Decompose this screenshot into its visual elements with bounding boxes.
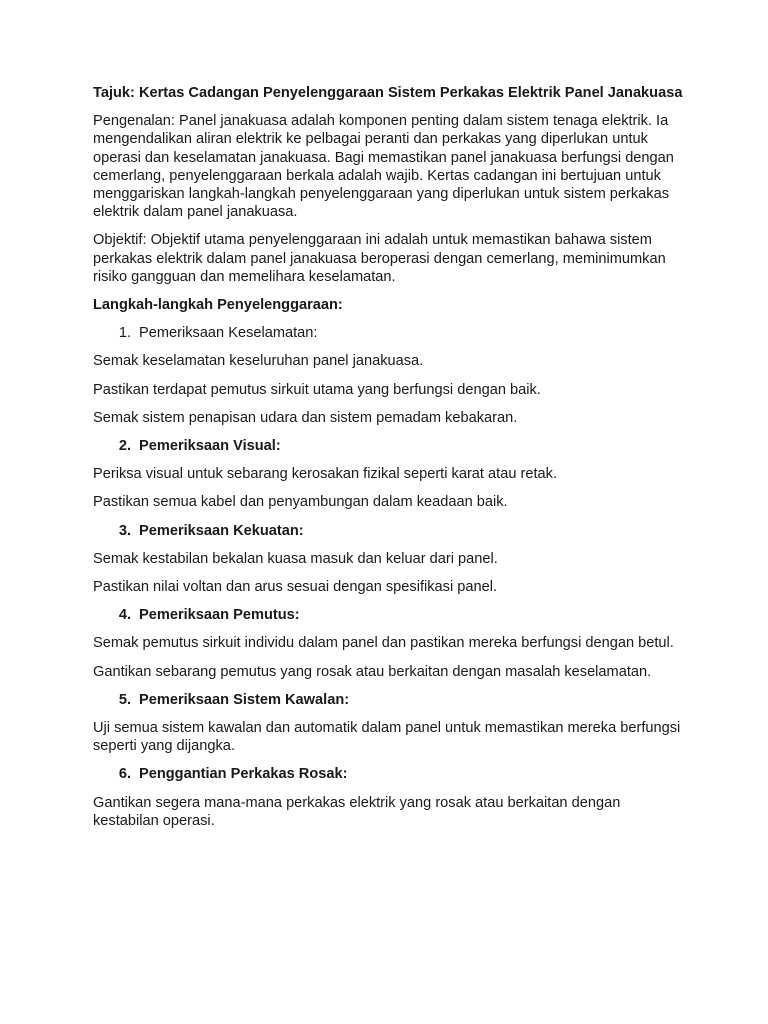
step-5-item-1: Uji semua sistem kawalan dan automatik dalam panel untuk memastikan mereka berfungsi seperti yang dijangka. (93, 720, 681, 755)
step-2-item-1: Periksa visual untuk sebarang kerosakan fizikal seperti karat atau retak. (93, 466, 557, 483)
step-1-item-3: Semak sistem penapisan udara dan sistem pemadam kebakaran. (93, 409, 518, 426)
step-5-title: Pemeriksaan Sistem Kawalan: (139, 691, 350, 708)
step-2-title: Pemeriksaan Visual: (139, 438, 281, 455)
step-4-item-1: Semak pemutus sirkuit individu dalam panel dan pastikan mereka berfungsi dengan betul. (93, 635, 674, 652)
objective-paragraph: Objektif: Objektif utama penyelenggaraan ini adalah untuk memastikan bahawa sistem perkakas elektrik dalam panel janakuasa beroperasi dengan cemerlang, meminimumkan risiko gangguan dan memelihara keselamatan. (93, 232, 666, 285)
step-4-item-2: Gantikan sebarang pemutus yang rosak atau berkaitan dengan masalah keselamatan. (93, 663, 652, 680)
step-1-item-2: Pastikan terdapat pemutus sirkuit utama yang berfungsi dengan baik. (93, 381, 541, 398)
step-1-item-1: Semak keselamatan keseluruhan panel janakuasa. (93, 353, 424, 370)
step-4-number: 4. (118, 607, 131, 624)
step-2-item-2: Pastikan semua kabel dan penyambungan dalam keadaan baik. (93, 494, 508, 511)
step-3-number: 3. (118, 522, 131, 539)
document-title: Tajuk: Kertas Cadangan Penyelenggaraan Sistem Perkakas Elektrik Panel Janakuasa (93, 85, 683, 101)
step-6-item-1: Gantikan segera mana-mana perkakas elektrik yang rosak atau berkaitan dengan kestabilan operasi. (93, 794, 621, 829)
step-4-title: Pemeriksaan Pemutus: (139, 607, 300, 624)
step-1-number: 1. (118, 325, 131, 342)
step-2-number: 2. (118, 438, 131, 455)
step-3-heading (93, 522, 683, 540)
step-6-number: 6. (118, 766, 131, 783)
step-3-item-2: Pastikan nilai voltan dan arus sesuai dengan spesifikasi panel. (93, 579, 498, 596)
step-3-item-1: Semak kestabilan bekalan kuasa masuk dan keluar dari panel. (93, 550, 498, 567)
steps-heading: Langkah-langkah Penyelenggaraan: (93, 297, 343, 314)
step-6-title: Penggantian Perkakas Rosak: (139, 766, 348, 783)
step-6-heading (93, 765, 683, 783)
step-4-heading (93, 606, 683, 624)
step-2-heading (93, 437, 683, 455)
step-5-number: 5. (118, 691, 131, 708)
step-3-title: Pemeriksaan Kekuatan: (139, 522, 304, 539)
document-page (93, 84, 683, 840)
step-5-heading (93, 691, 683, 709)
step-1-heading (93, 324, 683, 342)
intro-paragraph: Pengenalan: Panel janakuasa adalah komponen penting dalam sistem tenaga elektrik. Ia mengendalikan aliran elektrik ke pelbagai peranti dan perkakas yang diperlukan untuk operasi dan keselamatan janakuasa. Bagi memastikan panel janakuasa berfungsi dengan cemerlang, penyelenggaraan berkala adalah wajib. Kertas cadangan ini bertujuan untuk menggariskan langkah-langkah penyelenggaraan yang diperlukan untuk sistem perkakas elektrik dalam panel janakuasa. (93, 113, 674, 221)
step-1-title: Pemeriksaan Keselamatan: (139, 325, 318, 342)
